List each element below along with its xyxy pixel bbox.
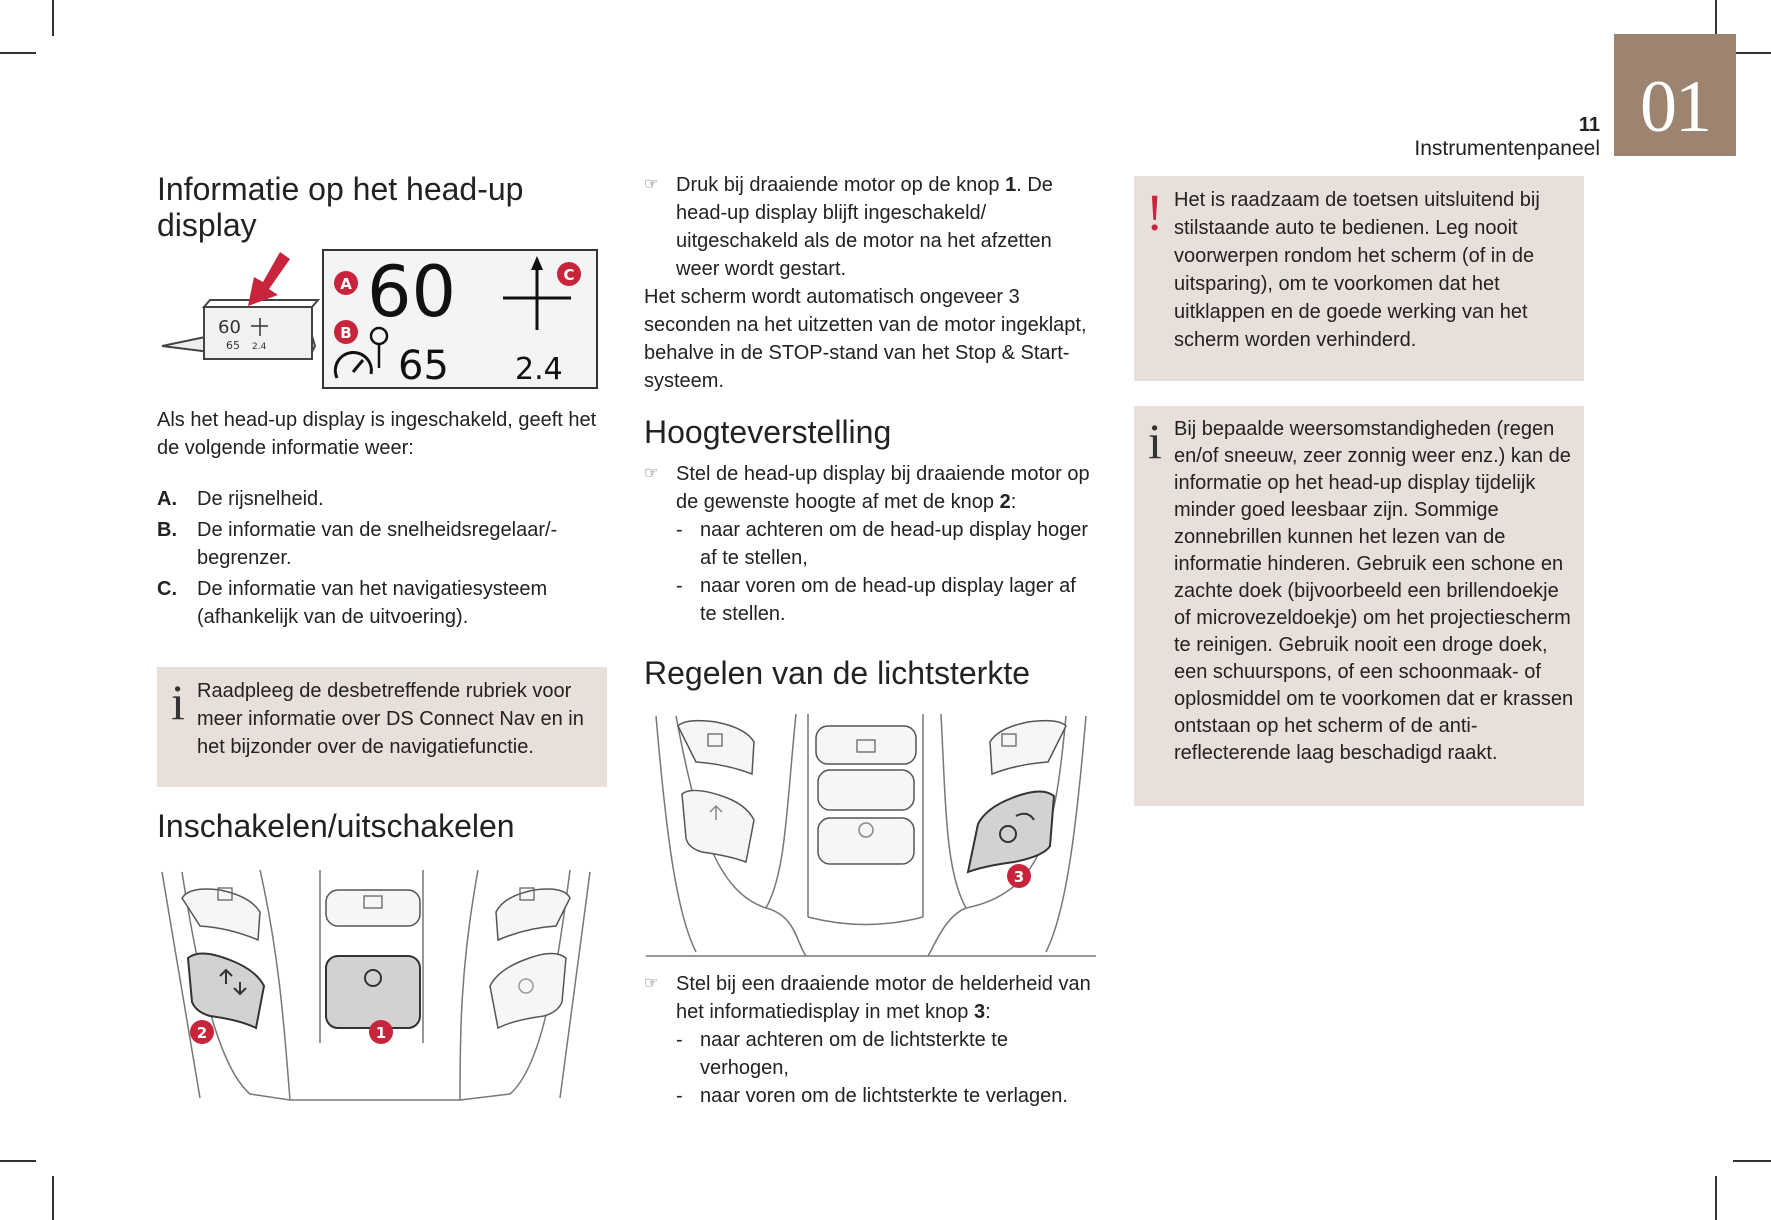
button-1-label: 1 <box>375 1024 387 1042</box>
list-item <box>157 485 597 513</box>
list-letter: C. <box>157 578 177 600</box>
crop-mark <box>1733 52 1771 54</box>
button-2-label: 2 <box>196 1024 208 1042</box>
dash-marker: - <box>676 575 683 597</box>
height-dash-item <box>644 516 1094 572</box>
crop-mark <box>1733 1160 1771 1162</box>
button-3-label: 3 <box>1013 868 1025 886</box>
list-letter: B. <box>157 519 177 541</box>
info-note-text: Bij bepaalde weersomstandigheden (regen en/of sneeuw, zeer zonnig weer enz.) kan de informatie op het head-up display tijdelijk minder goed leesbaar zijn. Sommige zonnebrillen kunnen het lezen van de informatie hinderen. Gebruik een schone en zachte doek (bijvoorbeeld een brillendoekje of microvezeldoekje) om het projectiescherm te reinigen. Gebruik nooit een droge doek, een schuurspons, of een schoonmaak- of oplosmiddel om te voorkomen dat er krassen ontstaan op het scherm of de anti-reflecterende laag beschadigd raakt. <box>1174 418 1574 764</box>
hud-small-speed: 60 <box>218 317 241 338</box>
list-text: De informatie van het navigatiesysteem (afhankelijk van de uitvoering). <box>197 578 548 628</box>
crop-mark <box>0 52 36 54</box>
brightness-title: Regelen van de lichtsterkte <box>644 655 1030 691</box>
hud-speed: 60 <box>367 251 457 333</box>
buttons-figure-1 <box>160 868 600 1108</box>
list-text: De informatie van de snelheidsregelaar/-begrenzer. <box>197 519 558 569</box>
info-note-box <box>1134 406 1584 806</box>
height-dash-text: naar voren om de head-up display lager af te stellen. <box>700 575 1076 625</box>
marker-b-label: B <box>340 324 352 342</box>
crop-mark <box>52 0 54 36</box>
console-line <box>460 870 478 1100</box>
hud-cruise-speed: 65 <box>398 343 449 389</box>
button-ref: 3 <box>973 1001 986 1023</box>
info-note-text: Raadpleeg de desbetreffende rubriek voor meer informatie over DS Connect Nav en in het bijzonder over de navigatiefunctie. <box>197 680 584 758</box>
upper-button <box>678 721 754 774</box>
console-line <box>928 714 966 956</box>
hud-nav-distance: 2.4 <box>515 352 563 387</box>
height-bullet-post: : <box>1010 491 1017 513</box>
brightness-bullet <box>644 970 1094 1026</box>
chapter-number: 01 <box>1640 66 1710 148</box>
warning-icon: ! <box>1146 185 1164 242</box>
dash-marker: - <box>676 1085 683 1107</box>
chapter-tab <box>1614 34 1736 156</box>
onoff-bullet-pre: Druk bij draaiende motor op de knop <box>676 174 1006 196</box>
list-letter: A. <box>157 488 177 510</box>
arrow-icon <box>248 252 290 306</box>
upper-button <box>496 889 570 940</box>
height-button <box>188 953 264 1028</box>
hud-intro: Als het head-up display is ingeschakeld, geeft het de volgende informatie weer: <box>157 409 597 459</box>
height-title: Hoogteverstelling <box>644 414 892 450</box>
bright-bullet-pre: Stel bij een draaiende motor de helderheid van het informatiedisplay in met knop <box>676 973 1091 1023</box>
console-line <box>766 714 796 908</box>
height-button <box>682 790 754 862</box>
button-ref: 1 <box>1005 174 1017 196</box>
info-icon: i <box>171 674 185 730</box>
onoff-text <box>644 171 1094 395</box>
upper-button <box>816 726 916 764</box>
upper-button <box>182 889 260 940</box>
onoff-button <box>818 818 914 864</box>
brightness-text <box>644 970 1094 1110</box>
brightness-dash-item <box>644 1082 1094 1110</box>
bright-dash-text: naar voren om de lichtsterkte te verlagen. <box>700 1085 1068 1107</box>
onoff-para: Het scherm wordt automatisch ongeveer 3 seconden na het uitzetten van de motor ingeklapt, behalve in de STOP-stand van het Stop & Start-systeem. <box>644 286 1087 392</box>
hud-figure <box>160 248 600 390</box>
height-dash-item <box>644 572 1094 628</box>
switch-title: Inschakelen/uitschakelen <box>157 808 515 844</box>
crop-mark <box>52 1176 54 1220</box>
pointing-hand-icon: ☞ <box>644 975 659 992</box>
brightness-dash-item <box>644 1026 1094 1082</box>
list-item <box>157 516 597 572</box>
height-bullet-pre: Stel de head-up display bij draaiende motor op de gewenste hoogte af met de knop <box>676 463 1090 513</box>
bright-bullet-post: : <box>985 1001 991 1023</box>
hud-info-title: Informatie op het head-up display <box>157 171 524 243</box>
section-title: Instrumentenpaneel <box>1414 137 1600 160</box>
info-note-box <box>157 667 607 787</box>
onoff-bullet-post: . De head-up display blijft ingeschakeld/ uitgeschakeld als de motor na het afzetten weer wordt gestart. <box>676 174 1053 280</box>
list-text: De rijsnelheid. <box>197 488 324 510</box>
button-ref: 2 <box>999 491 1011 513</box>
upper-button <box>990 721 1066 774</box>
onoff-button <box>326 956 420 1028</box>
console-line <box>808 917 923 925</box>
pointing-hand-icon: ☞ <box>644 465 659 482</box>
crop-mark <box>1715 1176 1717 1220</box>
crop-mark <box>1715 0 1717 36</box>
bright-dash-text: naar achteren om de lichtsterkte te verhogen, <box>700 1029 1008 1079</box>
hud-small-cruise: 65 <box>226 339 240 352</box>
onoff-bullet <box>644 171 1094 283</box>
hud-info-list <box>157 485 597 634</box>
brightness-button <box>490 953 566 1028</box>
brightness-button <box>968 791 1054 872</box>
onoff-button-upper <box>818 770 914 810</box>
pointing-hand-icon: ☞ <box>644 176 659 193</box>
page-number: 11 <box>1578 114 1600 136</box>
height-dash-text: naar achteren om de head-up display hoger af te stellen, <box>700 519 1089 569</box>
hud-small-distance: 2.4 <box>252 342 267 352</box>
marker-a-label: A <box>340 275 352 293</box>
dash-marker: - <box>676 1029 683 1051</box>
marker-c-label: C <box>563 266 575 284</box>
warning-note-text: Het is raadzaam de toetsen uitsluitend bij stilstaande auto te bedienen. Leg nooit voorwerpen rondom het scherm (of in de uitsparing), om te voorkomen dat het uitklappen en de goede werking van het scherm worden verhinderd. <box>1174 189 1540 351</box>
list-item <box>157 575 597 631</box>
crop-mark <box>0 1160 36 1162</box>
height-bullet <box>644 460 1094 516</box>
info-icon: i <box>1148 413 1162 469</box>
warning-note-box <box>1134 176 1584 381</box>
buttons-figure-2 <box>646 712 1096 962</box>
dash-marker: - <box>676 519 683 541</box>
height-text <box>644 460 1094 628</box>
